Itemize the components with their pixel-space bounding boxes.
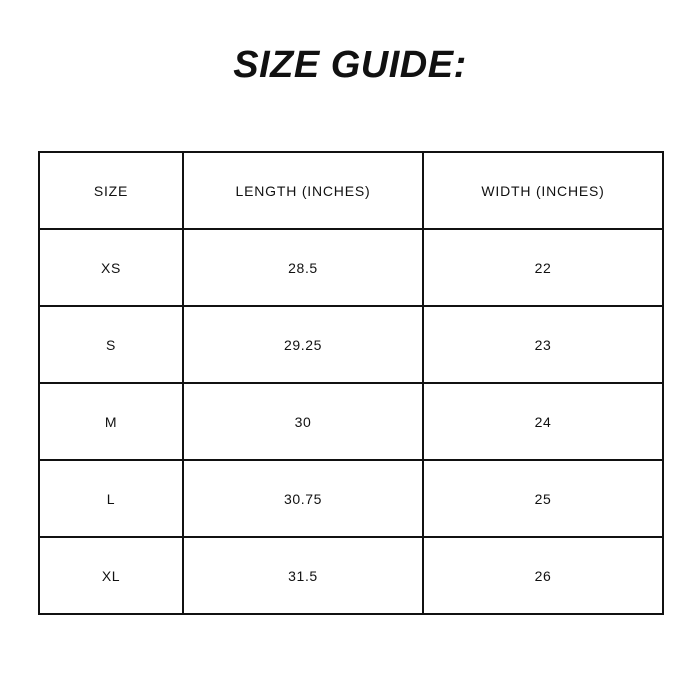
table-body xyxy=(39,229,663,614)
cell-size: L xyxy=(39,460,183,537)
cell-size: S xyxy=(39,306,183,383)
cell-width: 25 xyxy=(423,460,663,537)
page-title: SIZE GUIDE: xyxy=(233,44,467,86)
table-row xyxy=(39,383,663,460)
table-row xyxy=(39,229,663,306)
size-guide-table xyxy=(38,151,664,615)
cell-width: 24 xyxy=(423,383,663,460)
column-header-width: WIDTH (INCHES) xyxy=(423,152,663,229)
size-guide-table-wrapper xyxy=(38,151,662,615)
column-header-length: LENGTH (INCHES) xyxy=(183,152,423,229)
cell-length: 30.75 xyxy=(183,460,423,537)
cell-width: 23 xyxy=(423,306,663,383)
cell-size: XL xyxy=(39,537,183,614)
cell-width: 22 xyxy=(423,229,663,306)
table-row xyxy=(39,306,663,383)
table-header xyxy=(39,152,663,229)
cell-length: 30 xyxy=(183,383,423,460)
cell-length: 29.25 xyxy=(183,306,423,383)
cell-size: M xyxy=(39,383,183,460)
table-row xyxy=(39,460,663,537)
table-header-row xyxy=(39,152,663,229)
table-row xyxy=(39,537,663,614)
cell-length: 31.5 xyxy=(183,537,423,614)
cell-size: XS xyxy=(39,229,183,306)
column-header-size: SIZE xyxy=(39,152,183,229)
cell-width: 26 xyxy=(423,537,663,614)
cell-length: 28.5 xyxy=(183,229,423,306)
